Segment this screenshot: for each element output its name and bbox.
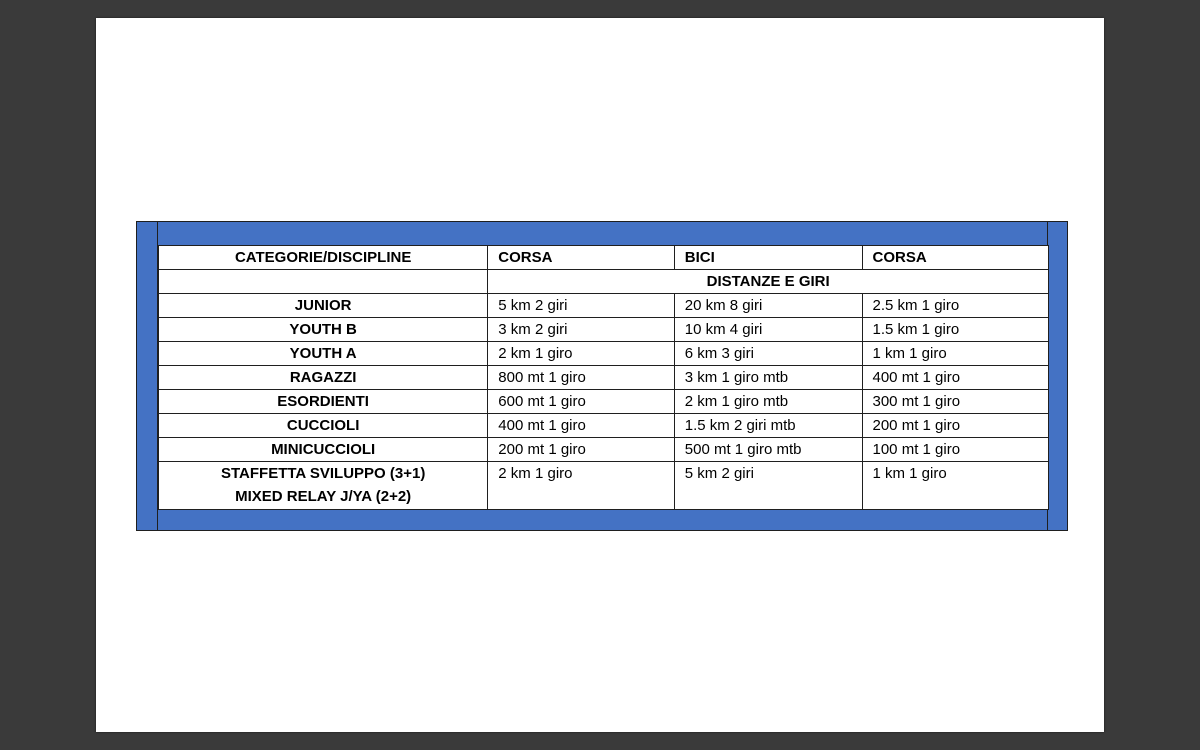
corsa-2-cell: 200 mt 1 giro: [862, 414, 1049, 438]
bici-cell: 2 km 1 giro mtb: [674, 390, 862, 414]
corsa-2-cell: 2.5 km 1 giro: [862, 294, 1049, 318]
category-cell: [159, 414, 488, 438]
category-label: JUNIOR: [294, 297, 352, 314]
corsa-1-cell: 800 mt 1 giro: [488, 366, 674, 390]
corsa-1-cell: 2 km 1 giro: [488, 342, 674, 366]
category-label: YOUTH A: [289, 345, 357, 362]
table-row: [159, 318, 1049, 342]
corsa-1-cell: 3 km 2 giri: [488, 318, 674, 342]
corsa-2-cell: 100 mt 1 giro: [862, 438, 1049, 462]
table-row: [159, 294, 1049, 318]
category-label: CUCCIOLI: [286, 417, 360, 434]
corsa-2-cell: 1 km 1 giro: [862, 462, 1049, 510]
category-label: MINICUCCIOLI: [271, 441, 376, 458]
table-row: [159, 390, 1049, 414]
bici-cell: 1.5 km 2 giri mtb: [674, 414, 862, 438]
document-page: [96, 18, 1104, 732]
corsa-2-cell: 1.5 km 1 giro: [862, 318, 1049, 342]
bici-cell: 3 km 1 giro mtb: [674, 366, 862, 390]
corsa-1-cell: 5 km 2 giri: [488, 294, 674, 318]
corsa-2-cell: 1 km 1 giro: [862, 342, 1049, 366]
category-label: YOUTH B: [289, 321, 357, 338]
distances-table: [158, 245, 1049, 510]
table-row: [159, 342, 1049, 366]
subheader-empty-cell: [159, 270, 488, 294]
table-row: [159, 414, 1049, 438]
header-categorie: CATEGORIE/DISCIPLINE: [159, 246, 488, 270]
corsa-2-cell: 300 mt 1 giro: [862, 390, 1049, 414]
bici-cell: 10 km 4 giri: [674, 318, 862, 342]
category-cell: [159, 294, 488, 318]
header-bici: BICI: [674, 246, 862, 270]
table-header-row: [159, 246, 1049, 270]
header-corsa-1: CORSA: [488, 246, 674, 270]
corsa-1-cell: 600 mt 1 giro: [488, 390, 674, 414]
table-row: [159, 366, 1049, 390]
bici-cell: 500 mt 1 giro mtb: [674, 438, 862, 462]
category-cell: [159, 390, 488, 414]
category-label: RAGAZZI: [289, 369, 357, 386]
category-label: STAFFETTA SVILUPPO (3+1): [220, 465, 426, 482]
table-frame: [136, 221, 1068, 531]
corsa-1-cell: 2 km 1 giro: [488, 462, 674, 510]
bici-cell: 6 km 3 giri: [674, 342, 862, 366]
table-subheader-row: [159, 270, 1049, 294]
category-label: ESORDIENTI: [277, 393, 369, 410]
header-corsa-2: CORSA: [862, 246, 1049, 270]
category-cell: [159, 462, 488, 510]
table-row: [159, 438, 1049, 462]
table-body: [159, 294, 1049, 510]
category-cell: [159, 366, 488, 390]
category-cell: [159, 342, 488, 366]
corsa-1-cell: 200 mt 1 giro: [488, 438, 674, 462]
category-cell: [159, 318, 488, 342]
table-row: [159, 462, 1049, 510]
category-cell: [159, 438, 488, 462]
bici-cell: 5 km 2 giri: [674, 462, 862, 510]
bici-cell: 20 km 8 giri: [674, 294, 862, 318]
subheader-distanze-e-giri: DISTANZE E GIRI: [488, 270, 1049, 294]
category-label: MIXED RELAY J/YA (2+2): [235, 488, 412, 505]
corsa-1-cell: 400 mt 1 giro: [488, 414, 674, 438]
corsa-2-cell: 400 mt 1 giro: [862, 366, 1049, 390]
